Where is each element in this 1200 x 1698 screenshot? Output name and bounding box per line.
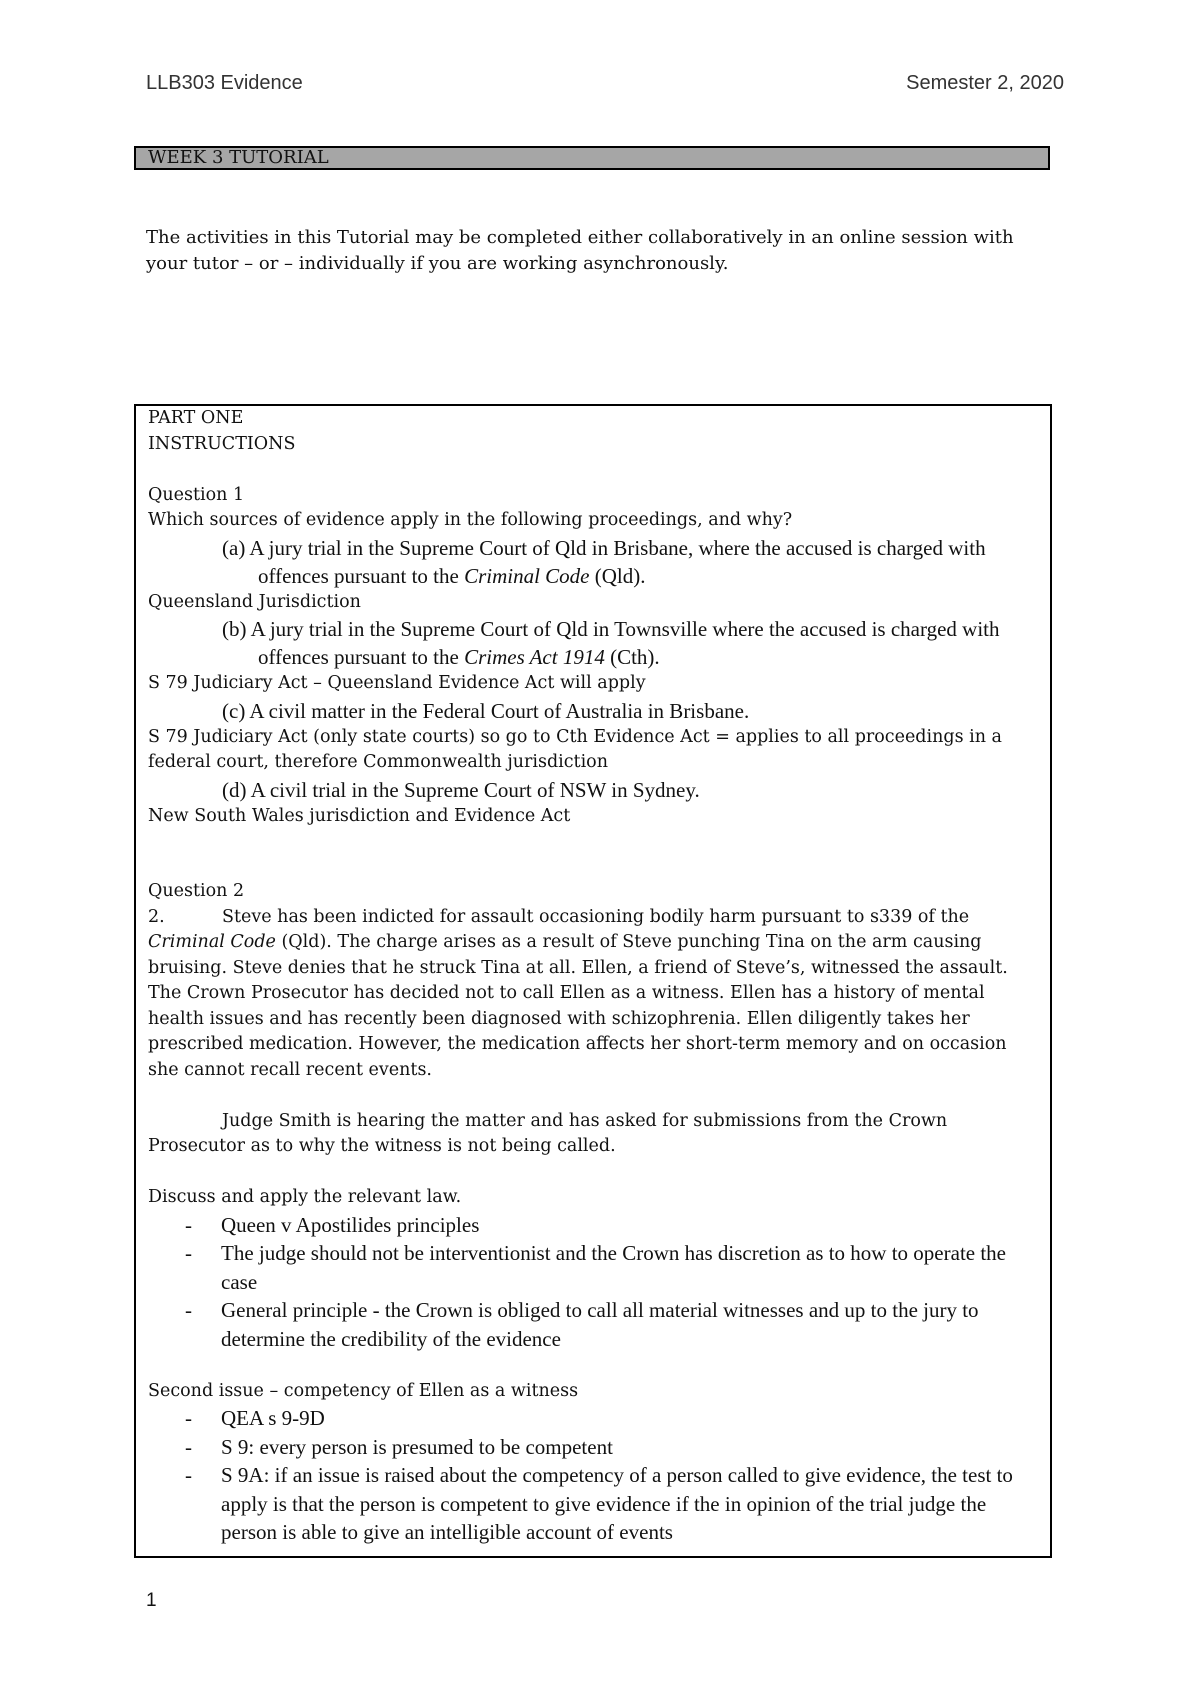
answer-a: Queensland Jurisdiction bbox=[148, 591, 361, 612]
list-item: - The judge should not be interventionist and the Crown has discretion as to how to operate the case bbox=[185, 1241, 1006, 1294]
question-1-prompt: Which sources of evidence apply in the following proceedings, and why? bbox=[148, 510, 793, 530]
list-item: - S 9A: if an issue is raised about the competency of a person called to give evidence, the test to apply is that the person is competent to give evidence if the in opinion of the trial judge the person is able to give an intelligible account of events bbox=[185, 1463, 1013, 1544]
list-item: - QEA s 9-9D bbox=[185, 1406, 325, 1430]
list-item: - Queen v Apostilides principles bbox=[185, 1212, 480, 1237]
semester-label: Semester 2, 2020 bbox=[906, 72, 1064, 94]
page-number: 1 bbox=[146, 1590, 157, 1611]
question-2-judge-paragraph: Judge Smith is hearing the matter and has asked for submissions from the Crown Prosecutor as to why the witness is not being called. bbox=[148, 1110, 948, 1156]
question-1-item-c: (c) A civil matter in the Federal Court of Australia in Brisbane. bbox=[222, 698, 750, 723]
answer-b: S 79 Judiciary Act – Queensland Evidence Act will apply bbox=[148, 673, 646, 693]
question-1-item-d: (d) A civil trial in the Supreme Court of NSW in Sydney. bbox=[222, 777, 700, 802]
question-1-item-a: (a) A jury trial in the Supreme Court of Qld in Brisbane, where the accused is charged with offences pursuant to the Criminal Code (Qld). bbox=[222, 535, 986, 588]
question-2-facts: 2. Steve has been indicted for assault occasioning bodily harm pursuant to s339 of the Criminal Code (Qld). The charge arises as a result of Steve punching Tina on the arm causing bruising. Steve denies that he struck Tina at all. Ellen, a friend of Steve’s, witnessed the assault. The Crown Prosecutor has decided not to call Ellen as a witness. Ellen has a history of mental health issues and has recently been diagnosed with schizophrenia. Ellen diligently takes her prescribed medication. However, the medication affects her short-term memory and on occasion she cannot recall recent events. bbox=[148, 906, 1008, 1080]
answer-c: S 79 Judiciary Act (only state courts) so go to Cth Evidence Act = applies to all proceedings in a federal court, therefore Commonwealth jurisdiction bbox=[148, 726, 1002, 772]
list-item: - S 9: every person is presumed to be competent bbox=[185, 1434, 613, 1459]
instructions-heading: INSTRUCTIONS bbox=[148, 433, 296, 454]
part-one-box bbox=[134, 404, 1052, 1558]
answer-d: New South Wales jurisdiction and Evidence Act bbox=[148, 805, 571, 826]
course-code: LLB303 Evidence bbox=[146, 72, 303, 94]
second-issue-heading: Second issue – competency of Ellen as a witness bbox=[148, 1380, 579, 1401]
question-1-label: Question 1 bbox=[148, 484, 245, 505]
list-item: - General principle - the Crown is obliged to call all material witnesses and up to the jury to determine the credibility of the evidence bbox=[185, 1298, 979, 1351]
intro-paragraph: The activities in this Tutorial may be completed either collaboratively in an online session with your tutor – or – individually if you are working asynchronously. bbox=[146, 227, 1014, 274]
tutorial-title: WEEK 3 TUTORIAL bbox=[134, 146, 1050, 170]
question-2-label: Question 2 bbox=[148, 881, 245, 901]
question-1-item-b: (b) A jury trial in the Supreme Court of Qld in Townsville where the accused is charged with offences pursuant to the Crimes Act 1914 (Cth). bbox=[222, 617, 1000, 669]
question-2-task: Discuss and apply the relevant law. bbox=[148, 1187, 462, 1207]
part-heading: PART ONE bbox=[148, 408, 244, 428]
